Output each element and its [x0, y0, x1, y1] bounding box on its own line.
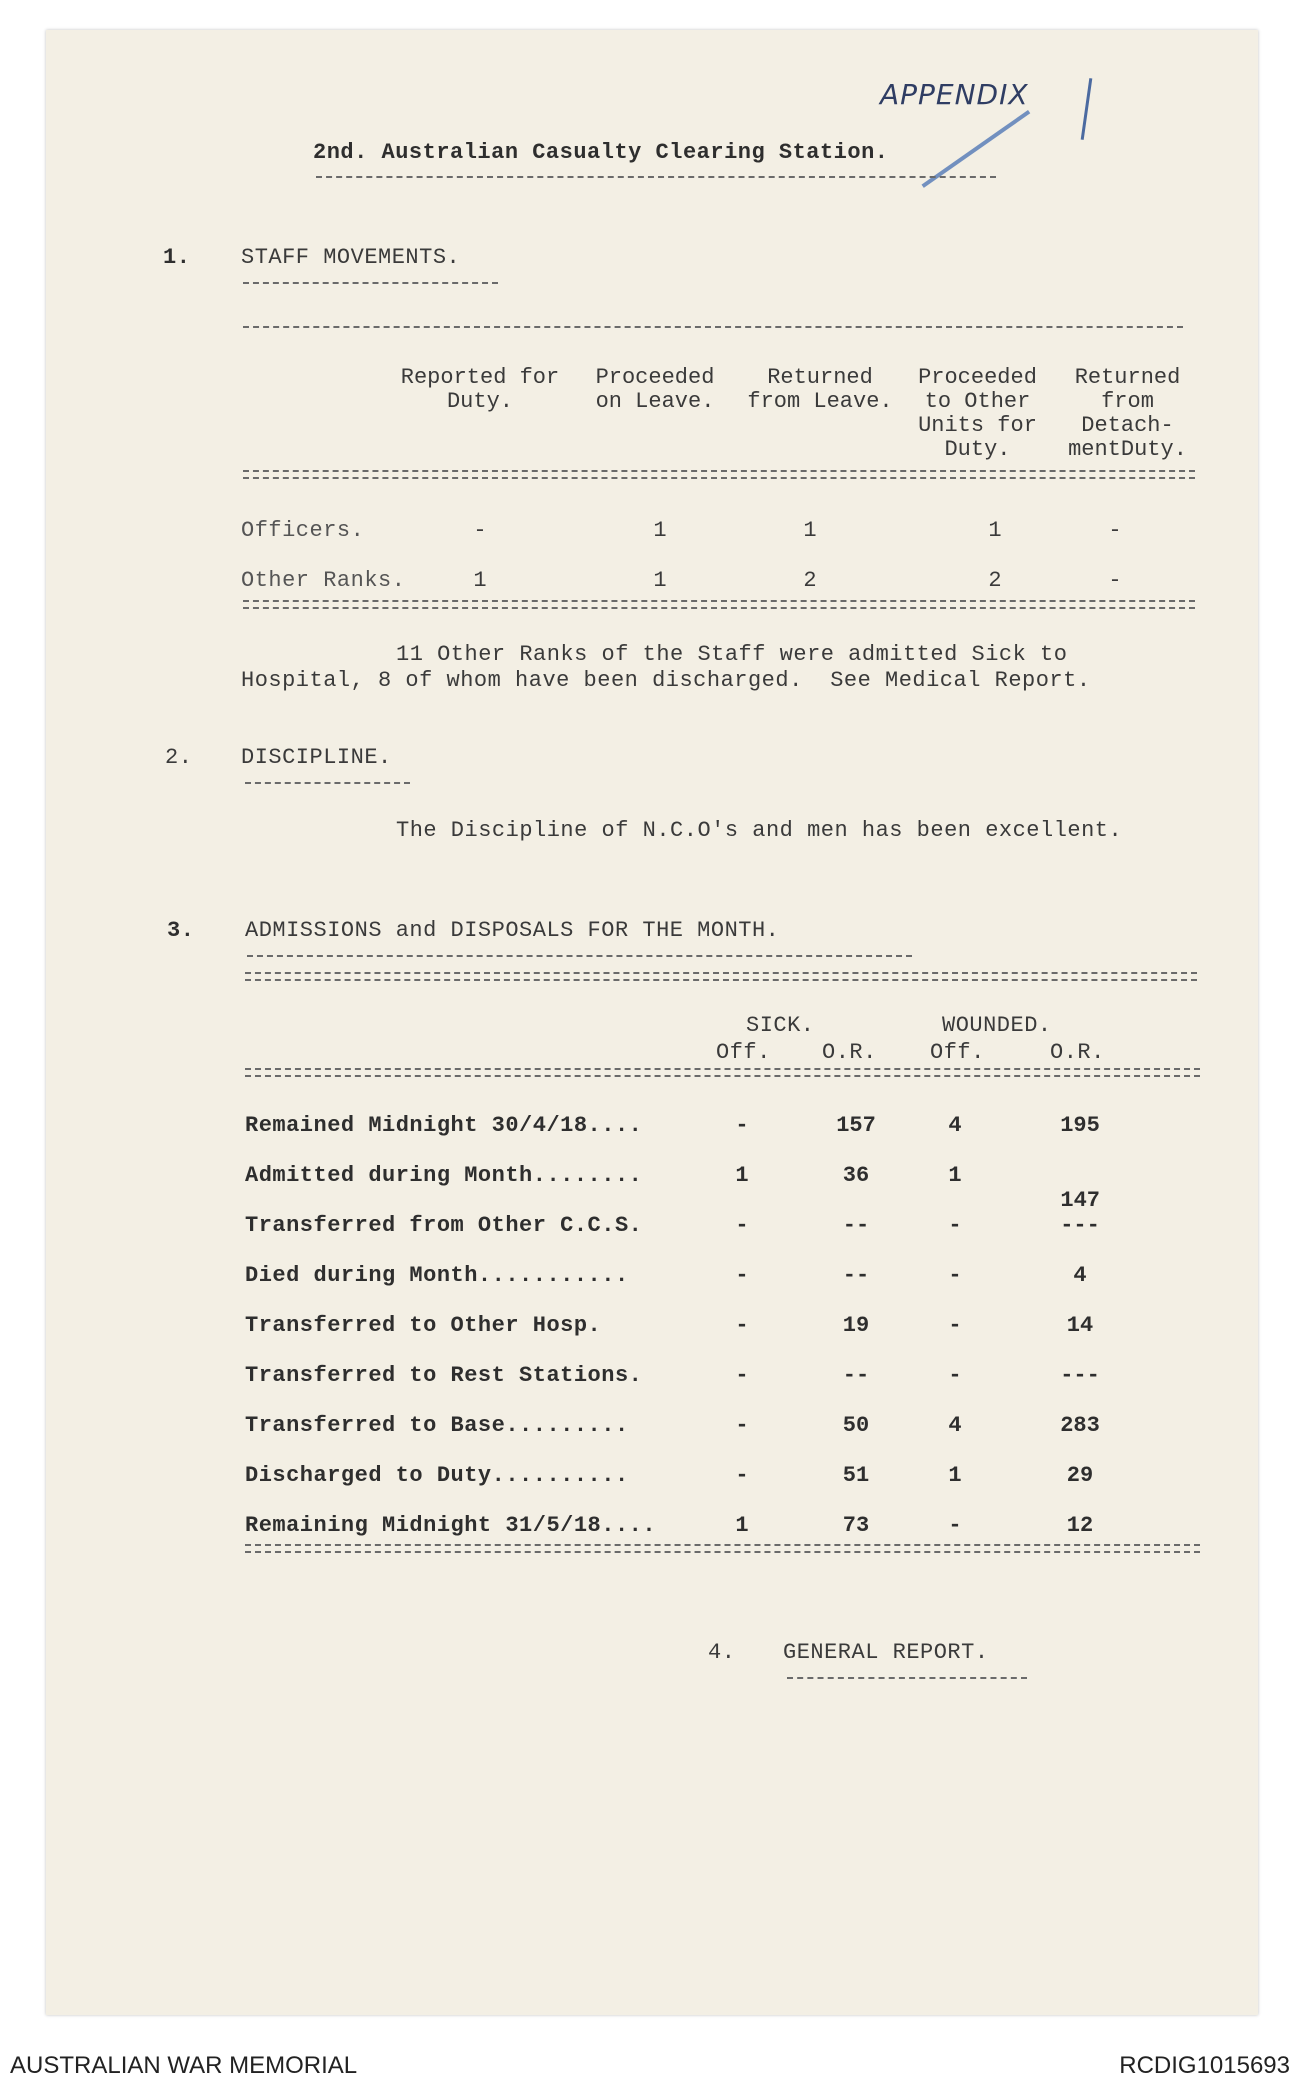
row-label-other-ranks: Other Ranks.	[241, 568, 406, 593]
table-cell: ---	[1060, 1213, 1100, 1238]
staff-note-line-2: Hospital, 8 of whom have been discharged. See Medical Report.	[241, 668, 1091, 693]
double-rule	[243, 470, 1195, 479]
column-header-from-leave: Returned from Leave.	[747, 365, 893, 414]
cell: 1	[803, 518, 817, 543]
section-2-number: 2.	[165, 745, 193, 770]
discipline-text: The Discipline of N.C.O's and men has been excellent.	[396, 818, 1123, 843]
footer-id: RCDIG1015693	[1119, 2052, 1290, 2079]
column-header-wounded-or: O.R.	[1050, 1040, 1105, 1065]
table-cell: 14	[1066, 1313, 1094, 1338]
group-header-wounded: WOUNDED.	[942, 1013, 1052, 1038]
section-2-underline	[245, 782, 410, 784]
table-cell: --	[842, 1263, 870, 1288]
table-cell: 36	[842, 1163, 870, 1188]
table-cell: -	[948, 1363, 962, 1388]
table-cell: 195	[1060, 1113, 1100, 1138]
table-cell: 4	[1073, 1263, 1087, 1288]
table-row-label: Transferred to Rest Stations.	[245, 1363, 643, 1388]
cell: 1	[653, 568, 667, 593]
double-rule	[243, 600, 1195, 609]
table-row-label: Remained Midnight 30/4/18....	[245, 1113, 643, 1138]
table-row-label: Admitted during Month........	[245, 1163, 643, 1188]
table-cell: -	[735, 1363, 749, 1388]
table-row-label: Transferred to Other Hosp.	[245, 1313, 602, 1338]
column-header-other-units: Proceeded to Other Units for Duty.	[918, 365, 1037, 462]
section-3-number: 3.	[167, 918, 195, 943]
table-cell: 157	[836, 1113, 876, 1138]
table-cell: -	[735, 1263, 749, 1288]
table-cell: 50	[842, 1413, 870, 1438]
table-cell: -	[948, 1263, 962, 1288]
section-1-number: 1.	[163, 245, 191, 270]
table-cell: -	[735, 1213, 749, 1238]
table-cell: -	[735, 1413, 749, 1438]
document-title: 2nd. Australian Casualty Clearing Station.	[313, 140, 889, 165]
table-cell: 1	[948, 1163, 962, 1188]
double-rule	[245, 1544, 1200, 1553]
table-cell: -	[735, 1313, 749, 1338]
column-header-sick-off: Off.	[716, 1040, 771, 1065]
table-row-label: Transferred to Base.........	[245, 1413, 629, 1438]
section-4-heading: GENERAL REPORT.	[783, 1640, 989, 1665]
section-2-heading: DISCIPLINE.	[241, 745, 392, 770]
table-row-label: Died during Month...........	[245, 1263, 629, 1288]
section-4-number: 4.	[708, 1640, 736, 1665]
column-header-sick-or: O.R.	[822, 1040, 877, 1065]
cell: 1	[473, 568, 487, 593]
staff-note-line-1: 11 Other Ranks of the Staff were admitted Sick to	[396, 642, 1068, 667]
footer-source: AUSTRALIAN WAR MEMORIAL	[10, 2052, 358, 2079]
cell-admitted-wounded-or: 147	[1060, 1188, 1100, 1213]
cell: -	[1108, 568, 1122, 593]
double-rule	[245, 972, 1197, 981]
column-header-wounded-off: Off.	[930, 1040, 985, 1065]
title-underline	[316, 176, 996, 178]
table-cell: 1	[735, 1163, 749, 1188]
table-cell: 4	[948, 1413, 962, 1438]
row-label-officers: Officers.	[241, 518, 365, 543]
cell: 1	[988, 518, 1002, 543]
table-cell: 19	[842, 1313, 870, 1338]
table-row-label: Transferred from Other C.C.S.	[245, 1213, 643, 1238]
section-3-heading: ADMISSIONS and DISPOSALS FOR THE MONTH.	[245, 918, 780, 943]
table-cell: 73	[842, 1513, 870, 1538]
table-cell: 51	[842, 1463, 870, 1488]
table-row-label: Remaining Midnight 31/5/18....	[245, 1513, 657, 1538]
cell: -	[1108, 518, 1122, 543]
table-cell: 1	[735, 1513, 749, 1538]
column-header-on-leave: Proceeded on Leave.	[595, 365, 715, 414]
table-cell: -	[948, 1513, 962, 1538]
table-cell: 283	[1060, 1413, 1100, 1438]
section-3-underline	[247, 955, 912, 957]
table-cell: -	[948, 1213, 962, 1238]
table-cell: ---	[1060, 1363, 1100, 1388]
cell: 1	[653, 518, 667, 543]
table-row-label: Discharged to Duty..........	[245, 1463, 629, 1488]
table-cell: -	[735, 1113, 749, 1138]
section-1-underline	[243, 282, 498, 284]
divider	[243, 326, 1183, 328]
column-header-detachment: Returned from Detach- mentDuty.	[1068, 365, 1187, 462]
section-4-underline	[787, 1677, 1027, 1679]
section-1-heading: STAFF MOVEMENTS.	[241, 245, 461, 270]
table-cell: 4	[948, 1113, 962, 1138]
column-header-reported: Reported for Duty.	[400, 365, 560, 414]
table-cell: --	[842, 1213, 870, 1238]
table-cell: 1	[948, 1463, 962, 1488]
table-cell: -	[735, 1463, 749, 1488]
double-rule	[245, 1068, 1200, 1077]
table-cell: 29	[1066, 1463, 1094, 1488]
cell: 2	[803, 568, 817, 593]
group-header-sick: SICK.	[746, 1013, 815, 1038]
cell: -	[473, 518, 487, 543]
table-cell: 12	[1066, 1513, 1094, 1538]
table-cell: --	[842, 1363, 870, 1388]
appendix-annotation: APPENDIX	[880, 78, 1029, 111]
table-cell: -	[948, 1313, 962, 1338]
cell: 2	[988, 568, 1002, 593]
